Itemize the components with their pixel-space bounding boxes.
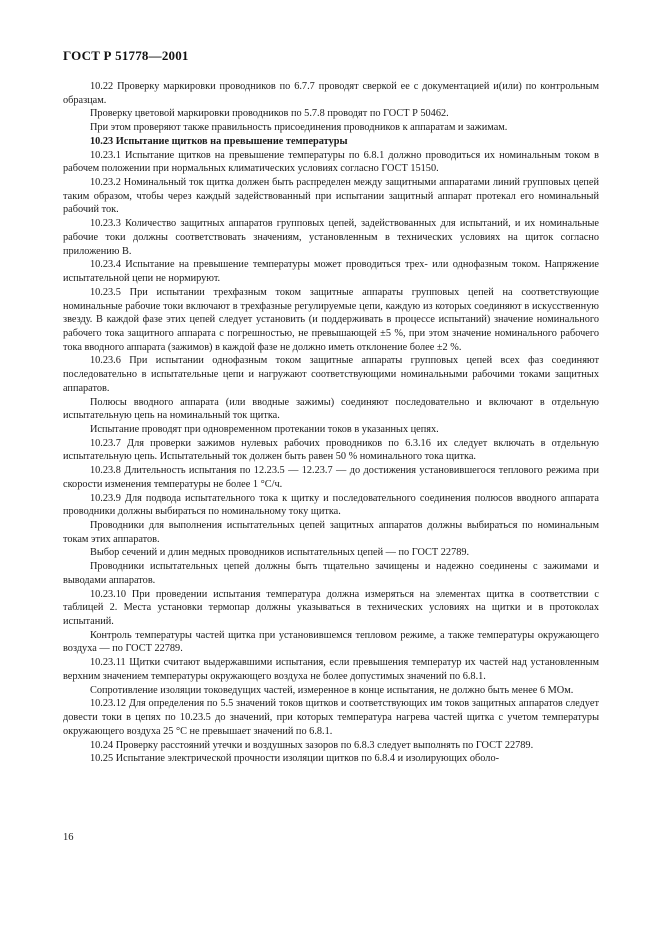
- paragraph: 10.23.5 При испытании трехфазным током защитные аппараты групповых цепей на соответствующие номинальные рабочие токи включают в трехфазные регулируемые цепи, каждую из которых соединяют в искусственную звезду. В каждой фазе этих цепей следует установить (и поддерживать в процессе испытаний) значение номинального рабочего тока защитного аппарата с погрешностью, не превышающей ±5 %, при этом значение номинального рабочего тока вводного аппарата (зажимов) в каждой фазе не должно иметь отклонение более ±2 %.: [63, 286, 599, 353]
- page-number: 16: [63, 832, 74, 843]
- paragraph: 10.23.8 Длительность испытания по 12.23.5 — 12.23.7 — до достижения установившегося теплового режима при скорости изменения температуры не более 1 °С/ч.: [63, 465, 599, 490]
- document-header: ГОСТ Р 51778—2001: [63, 48, 189, 63]
- paragraph: 10.22 Проверку маркировки проводников по 6.7.7 проводят сверкой ее с документацией и(или) по контрольным образцам.: [63, 81, 599, 106]
- paragraph: Контроль температуры частей щитка при установившемся тепловом режиме, а также температуры окружающего воздуха — по ГОСТ 22789.: [63, 629, 599, 655]
- paragraph: 10.23.3 Количество защитных аппаратов групповых цепей, задействованных для испытаний, и их номинальные рабочие токи должны соответствовать значениям, установленным в технических условиях на щиток согласно приложению В.: [63, 218, 599, 257]
- paragraph: Проводники испытательных цепей должны быть тщательно зачищены и надежно соединены с зажимами и выводами аппаратов.: [63, 561, 599, 586]
- paragraph: Сопротивление изоляции токоведущих частей, измеренное в конце испытания, не должно быть менее 6 МОм.: [90, 684, 574, 696]
- paragraph: 10.23.10 При проведении испытания температура должна измеряться на элементах щитка в соответствии с таблицей 2. Места установки термопар должны указываться в технических условиях на щитки и в протоколах испытаний.: [63, 588, 599, 628]
- paragraph: 10.23.4 Испытание на превышение температуры может проводиться трех- или однофазным током. Напряжение испытательной цепи не нормируют.: [63, 259, 599, 285]
- paragraph: 10.23.6 При испытании однофазным током защитные аппараты групповых цепей всех фаз соединяют последовательно в испытательные цепи и нагружают соответствующими номинальными рабочими токами защитных аппаратов.: [63, 355, 599, 394]
- paragraph: 10.24 Проверку расстояний утечки и воздушных зазоров по 6.8.3 следует выполнять по ГОСТ 22789.: [90, 739, 534, 751]
- paragraph: 10.25 Испытание электрической прочности изоляции щитков по 6.8.4 и изолирующих оболо-: [90, 753, 500, 765]
- paragraph: 10.23.7 Для проверки зажимов нулевых рабочих проводников по 6.3.16 их следует включать в отдельную испытательную цепь. Испытательный ток должен быть равен 50 % номинального тока щитка.: [63, 437, 599, 463]
- section-heading: 10.23 Испытание щитков на превышение температуры: [90, 135, 348, 147]
- paragraph: 10.23.12 Для определения по 5.5 значений токов щитков и соответствующих им токов защитных аппаратов следует довести токи в цепях по 10.23.5 до значений, при которых температура нагрева частей щитка с учетом температуры окружающего воздуха 25 °С не превышает значений по 6.8.1.: [63, 698, 599, 737]
- document-body: [63, 80, 599, 766]
- paragraph: 10.23.2 Номинальный ток щитка должен быть распределен между защитными аппаратами линий групповых цепей таким образом, чтобы через каждый задействованный при испытании защитный аппарат протекал его номинальный рабочий ток.: [63, 177, 599, 216]
- paragraph: Выбор сечений и длин медных проводников испытательных цепей — по ГОСТ 22789.: [90, 547, 470, 559]
- paragraph: Проводники для выполнения испытательных цепей защитных аппаратов должны выбираться по номинальным токам этих аппаратов.: [63, 520, 599, 545]
- paragraph: Проверку цветовой маркировки проводников по 5.7.8 проводят по ГОСТ Р 50462.: [90, 108, 449, 120]
- paragraph: 10.23.9 Для подвода испытательного тока к щитку и последовательного соединения полюсов вводного аппарата проводники должны выбираться по номинальному току щитка.: [63, 492, 599, 518]
- paragraph: Полюсы вводного аппарата (или вводные зажимы) соединяют последовательно и включают в отдельную испытательную цепь на номинальный ток щитка.: [63, 396, 599, 422]
- paragraph: 10.23.1 Испытание щитков на превышение температуры по 6.8.1 должно проводиться их номинальным током в рабочем положении при нормальных климатических условиях согласно ГОСТ 15150.: [63, 149, 599, 175]
- paragraph: При этом проверяют также правильность присоединения проводников к аппаратам и зажимам.: [90, 122, 508, 134]
- paragraph: 10.23.11 Щитки считают выдержавшими испытания, если превышения температур их частей над установленным верхним значением температуры окружающего воздуха не более допустимых значений по 6.8.1.: [63, 657, 599, 682]
- paragraph: Испытание проводят при одновременном протекании токов в указанных цепях.: [90, 423, 439, 435]
